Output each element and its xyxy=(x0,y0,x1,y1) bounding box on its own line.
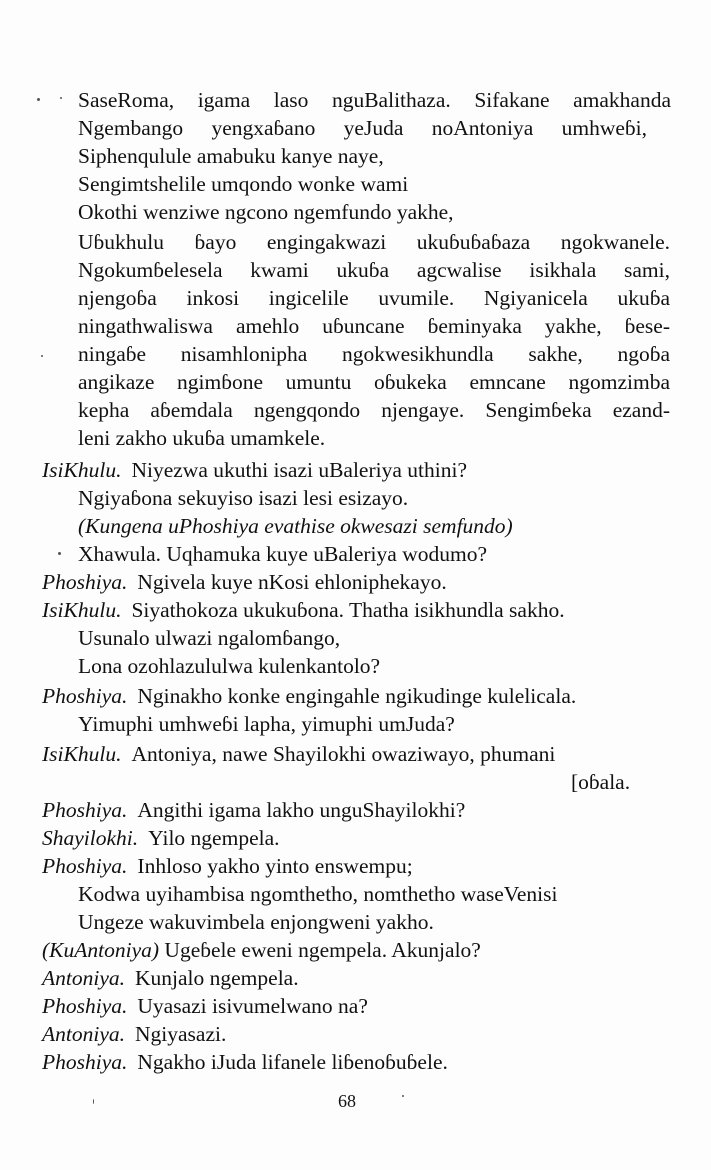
dialogue-text: Nginakho konke engingahle ngikudinge kulelicala. xyxy=(137,684,577,708)
dialogue-text: Ugeɓele eweni ngempela. Akunjalo? xyxy=(164,938,481,962)
dialogue-text: Niyezwa ukuthi isazi uBaleriya uthini? xyxy=(131,458,467,482)
stage-direction: (Kungena uPhoshiya evathise okwesazi semfundo) xyxy=(78,514,513,538)
scan-speck xyxy=(93,1099,94,1104)
dialogue-text: Antoniya, nawe Shayilokhi owaziwayo, phumani xyxy=(131,742,556,766)
scan-speck xyxy=(60,97,62,99)
dialogue-line xyxy=(42,993,368,1019)
text-line: Usunalo ulwazi ngalomɓango, xyxy=(78,626,341,650)
text-line: Xhawula. Uqhamuka kuye uBaleriya wodumo? xyxy=(78,542,487,566)
dialogue-text: Ngiyasazi. xyxy=(135,1022,227,1046)
dialogue-line xyxy=(42,457,467,483)
text-line: Kodwa uyihambisa ngomthetho, nomthetho waseVenisi xyxy=(78,882,558,906)
text-line: angikaze ngimɓone umuntu oɓukeka emncane ngomzimba xyxy=(78,370,670,394)
scan-speck xyxy=(41,355,43,357)
dialogue-line xyxy=(42,683,576,709)
speaker-name: Phoshiya. xyxy=(42,1050,128,1074)
speaker-name: Phoshiya. xyxy=(42,570,128,594)
text-line: [oɓala. xyxy=(571,770,631,794)
speaker-name: Shayilokhi. xyxy=(42,826,139,850)
dialogue-line xyxy=(42,569,447,595)
dialogue-line xyxy=(42,597,565,623)
dialogue-line xyxy=(42,1021,226,1047)
text-line: njengoɓa inkosi ingicelile uvumile. Ngiyanicela ukuɓa xyxy=(78,286,670,310)
speaker-name: Phoshiya. xyxy=(42,684,128,708)
dialogue-line xyxy=(42,853,413,879)
dialogue-text: Ngakho iJuda lifanele liɓenoɓuɓele. xyxy=(137,1050,448,1074)
text-line: leni zakho ukuɓa umamkele. xyxy=(78,426,326,450)
scan-speck xyxy=(402,1095,404,1097)
text-line: SaseRoma, igama laso nguBalithaza. Sifakane amakhanda xyxy=(78,88,671,112)
speaker-name: Phoshiya. xyxy=(42,798,128,822)
dialogue-text: Inhloso yakho yinto enswempu; xyxy=(137,854,413,878)
text-line: Siphenqulule amabuku kanye naye, xyxy=(78,144,384,168)
text-line: Sengimtshelile umqondo wonke wami xyxy=(78,172,409,196)
dialogue-text: Ngivela kuye nKosi ehloniphekayo. xyxy=(137,570,447,594)
text-line: Ngokumɓelesela kwami ukuɓa agcwalise isikhala sami, xyxy=(78,258,670,282)
speaker-name: Phoshiya. xyxy=(42,854,128,878)
text-line: Ungeze wakuvimbela enjongweni yakho. xyxy=(78,910,434,934)
text-line: Lona ozohlazululwa kulenkantolo? xyxy=(78,654,381,678)
text-line: ningathwaliswa amehlo uɓuncane ɓeminyaka yakhe, ɓese- xyxy=(78,314,670,338)
speaker-name: IsiKhulu. xyxy=(42,598,122,622)
dialogue-line xyxy=(42,937,481,963)
dialogue-text: Kunjalo ngempela. xyxy=(135,966,299,990)
dialogue-text: Siyathokoza ukukuɓona. Thatha isikhundla sakho. xyxy=(131,598,565,622)
dialogue-line xyxy=(42,825,280,851)
dialogue-line xyxy=(42,965,299,991)
text-line: kepha aɓemdala ngengqondo njengaye. Sengimɓeka ezand- xyxy=(78,398,670,422)
page-number: 68 xyxy=(338,1091,356,1111)
text-line: Okothi wenziwe ngcono ngemfundo yakhe, xyxy=(78,200,454,224)
stage-direction: (KuAntoniya) xyxy=(42,938,160,962)
dialogue-text: Yilo ngempela. xyxy=(148,826,280,850)
text-line: ningaɓe nisamhlonipha ngokwesikhundla sakhe, ngoɓa xyxy=(78,342,670,366)
speaker-name: Antoniya. xyxy=(42,1022,125,1046)
text-line: Yimuphi umhweɓi lapha, yimuphi umJuda? xyxy=(78,712,455,736)
text-line: Ngembango yengxaɓano yeJuda noAntoniya umhweɓi, xyxy=(78,116,647,140)
scan-speck xyxy=(37,98,40,101)
text-line: Uɓukhulu ɓayo engingakwazi ukuɓuɓaɓaza ngokwanele. xyxy=(78,230,670,254)
speaker-name: IsiKhulu. xyxy=(42,458,122,482)
dialogue-line xyxy=(42,741,555,767)
text-line: Ngiyaɓona sekuyiso isazi lesi esizayo. xyxy=(78,486,409,510)
dialogue-text: Angithi igama lakho unguShayilokhi? xyxy=(137,798,466,822)
speaker-name: Antoniya. xyxy=(42,966,125,990)
speaker-name: IsiKhulu. xyxy=(42,742,122,766)
speaker-name: Phoshiya. xyxy=(42,994,128,1018)
dialogue-line xyxy=(42,1049,448,1075)
scan-speck xyxy=(58,552,61,555)
dialogue-text: Uyasazi isivumelwano na? xyxy=(137,994,368,1018)
dialogue-line xyxy=(42,797,465,823)
